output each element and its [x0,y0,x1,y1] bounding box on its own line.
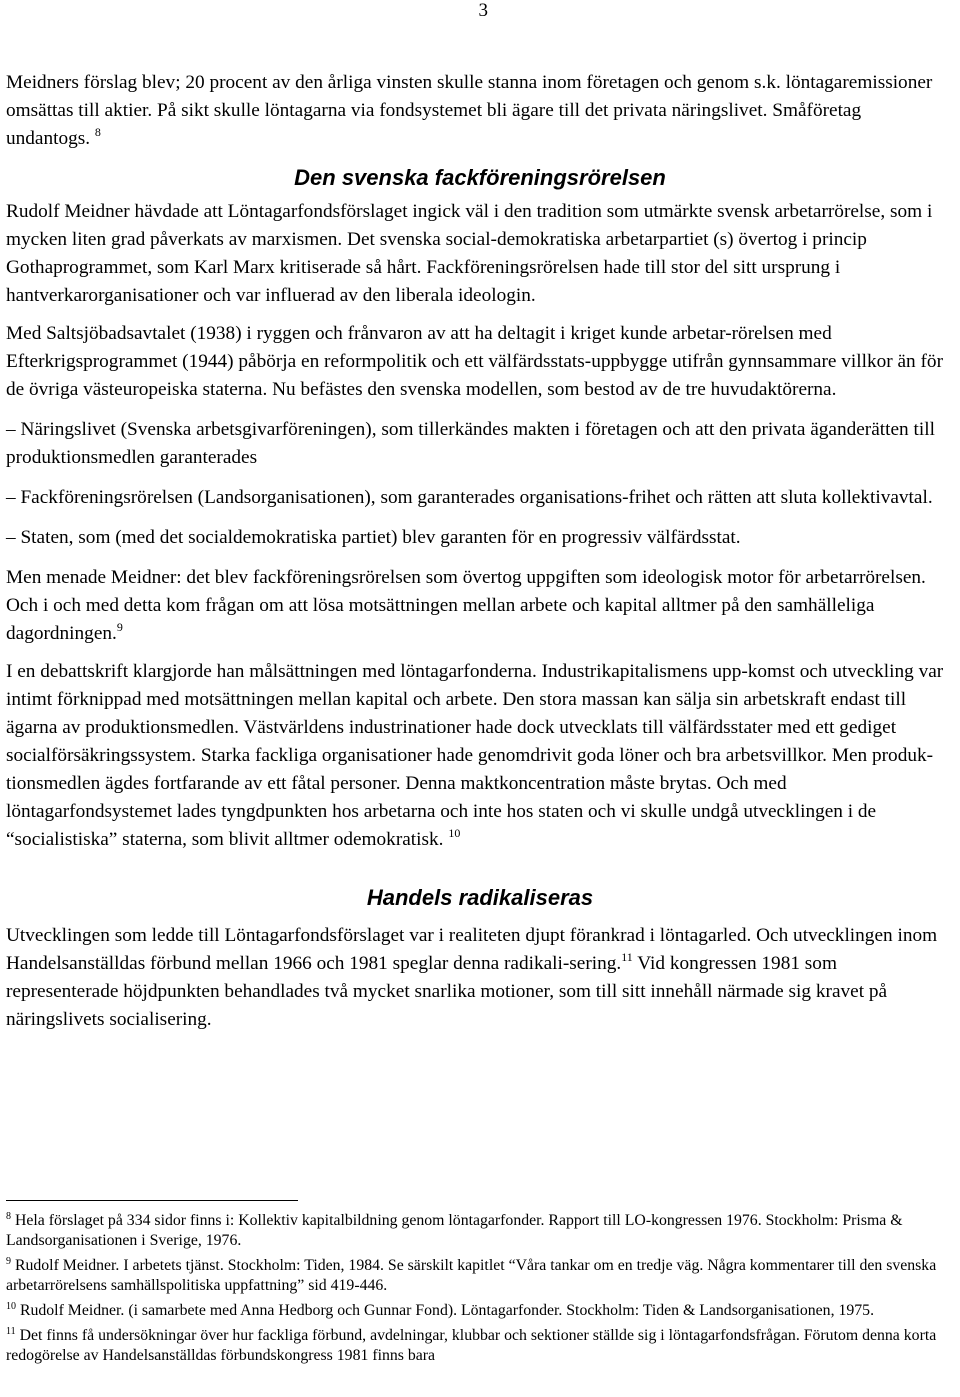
paragraph: Rudolf Meidner hävdade att Löntagarfondsförslaget ingick väl i den tradition som utmärkte svensk arbetarrörelse, som i mycken liten grad påverkats av marxismen. Det svenska social-demokratiska arbetarpartiet (s) övertog i princip Gothaprogrammet, som Karl Marx kritiserade så hårt. Fackföreningsrörelsen hade till stor del sitt ursprung i hantverkarorganisationer och var influerad av den liberala ideologin. [6,201,933,306]
paragraph-text: Vid kongressen 1981 som representerade höjdpunkten behandlades två mycket snarlika motioner, som till sitt innehåll närmade sig kravet på näringslivets socialisering. [6,953,888,1030]
footnote-text: Rudolf Meidner. I arbetets tjänst. Stockholm: Tiden, 1984. Se särskilt kapitlet “Våra tankar om en tredje väg. Några kommentarer till den svenska arbetarrörelsens samhällspolitiska uppfattning” sid 419-446. [6,1257,937,1294]
section-heading-fackforeningsrorelsen: Den svenska fackföreningsrörelsen [294,165,666,190]
footnote-number: 8 [6,1211,11,1222]
paragraph-text: Men menade Meidner: det blev fackföreningsrörelsen som övertog uppgiften som ideologisk motor för arbetarrörelsen. Och i och med detta kom frågan om att lösa motsättningen mellan arbete och kapital alltmer på den samhälleliga dagordningen. [6,567,926,644]
dash-item-staten: – Staten, som (med det socialdemokratiska partiet) blev garanten för en progressiv välfärdsstat. [6,527,741,548]
footnote-number: 11 [6,1326,16,1337]
paragraph-text: I en debattskrift klargjorde han målsättningen med löntagarfonderna. Industrikapitalismens upp-komst och utveckling var intimt förknippad med motsättningen mellan kapital och arbete. Den stora massan kan sälja sin arbetskraft endast till ägarna av produktionsmedlen. Västvärldens industrinationer hade dock utvecklats till välfärdsstater med ett gediget socialförsäkringssystem. Starka fackliga organisationer hade genomdrivit goda löner och bra arbetsvillkor. Men produk-tionsmedlen ägdes fortfarande av ett fåtal personer. Denna maktkoncentration måste brytas. Och med löntagarfondsystemet lades tyngdpunkten hos arbetarna och inte hos staten och vi skulle undgå utvecklingen i de “socialistiska” staterna, som blivit alltmer odemokratisk. [6,661,944,850]
footnote-ref-8: 8 [94,125,101,139]
paragraph [6,922,954,1034]
footnote-ref-11: 11 [621,950,633,964]
dash-item-naringslivet: – Näringslivet (Svenska arbetsgivarföreningen), som tillerkändes makten i företagen och att den privata äganderätten till produktionsmedlen garanterades [6,419,935,468]
footnote-text: Det finns få undersökningar över hur fackliga förbund, avdelningar, klubbar och sektioner ställde sig i löntagarfondsfrågan. Förutom denna korta redogörelse av Handelsanställdas förbundskongress 1981 finns bara [6,1327,937,1364]
paragraph-intro-text: Meidners förslag blev; 20 procent av den årliga vinsten skulle stanna inom företagen och genom s.k. löntagaremissioner omsättas till aktier. På sikt skulle löntagarna via fondsystemet bli ägare till det privata näringslivet. Småföretag undantogs. [6,72,933,149]
footnote-text: Hela förslaget på 334 sidor finns i: Kollektiv kapitalbildning genom löntagarfonder. Rapport till LO-kongressen 1976. Stockholm: Prisma & Landsorganisationen i Sverige, 1976. [6,1212,903,1249]
footnote [6,1301,954,1321]
footnote [6,1326,954,1366]
footnote-ref-10: 10 [448,826,461,840]
section-heading-handels: Handels radikaliseras [366,885,594,910]
footnote [6,1256,954,1296]
footnote-text: Rudolf Meidner. (i samarbete med Anna Hedborg och Gunnar Fond). Löntagarfonder. Stockholm: Tiden & Landsorganisationen, 1975. [16,1302,875,1319]
dash-item-fackforeningsrorelsen: – Fackföreningsrörelsen (Landsorganisationen), som garanterades organisations-frihet och rätten att sluta kollektivavtal. [6,487,933,508]
paragraph: Med Saltsjöbadsavtalet (1938) i ryggen och frånvaron av att ha deltagit i kriget kunde arbetar-rörelsen med Efterkrigsprogrammet (1944) påbörja en reformpolitik och ett välfärdsstats-uppbygge utifrån gynnsammare villkor än för de övriga västeuropeiska staterna. Nu befästes den svenska modellen, som bestod av de tre huvudaktörerna. [6,323,943,400]
footnote [6,1211,954,1251]
footnotes [6,1211,954,1371]
document-body [6,69,954,1034]
footnote-ref-9: 9 [116,620,123,634]
paragraph [6,564,954,648]
paragraph-text: Utvecklingen som ledde till Löntagarfondsförslaget var i realiteten djupt förankrad i löntagarled. Och utvecklingen inom Handelsanställdas förbund mellan 1966 och 1981 speglar denna radikali-sering. [6,925,938,974]
footnote-separator [6,1200,298,1201]
footnote-number: 9 [6,1256,11,1267]
paragraph [6,658,954,854]
page-number: 3 [478,0,488,21]
footnote-number: 10 [6,1301,16,1312]
paragraph-intro [6,69,954,153]
